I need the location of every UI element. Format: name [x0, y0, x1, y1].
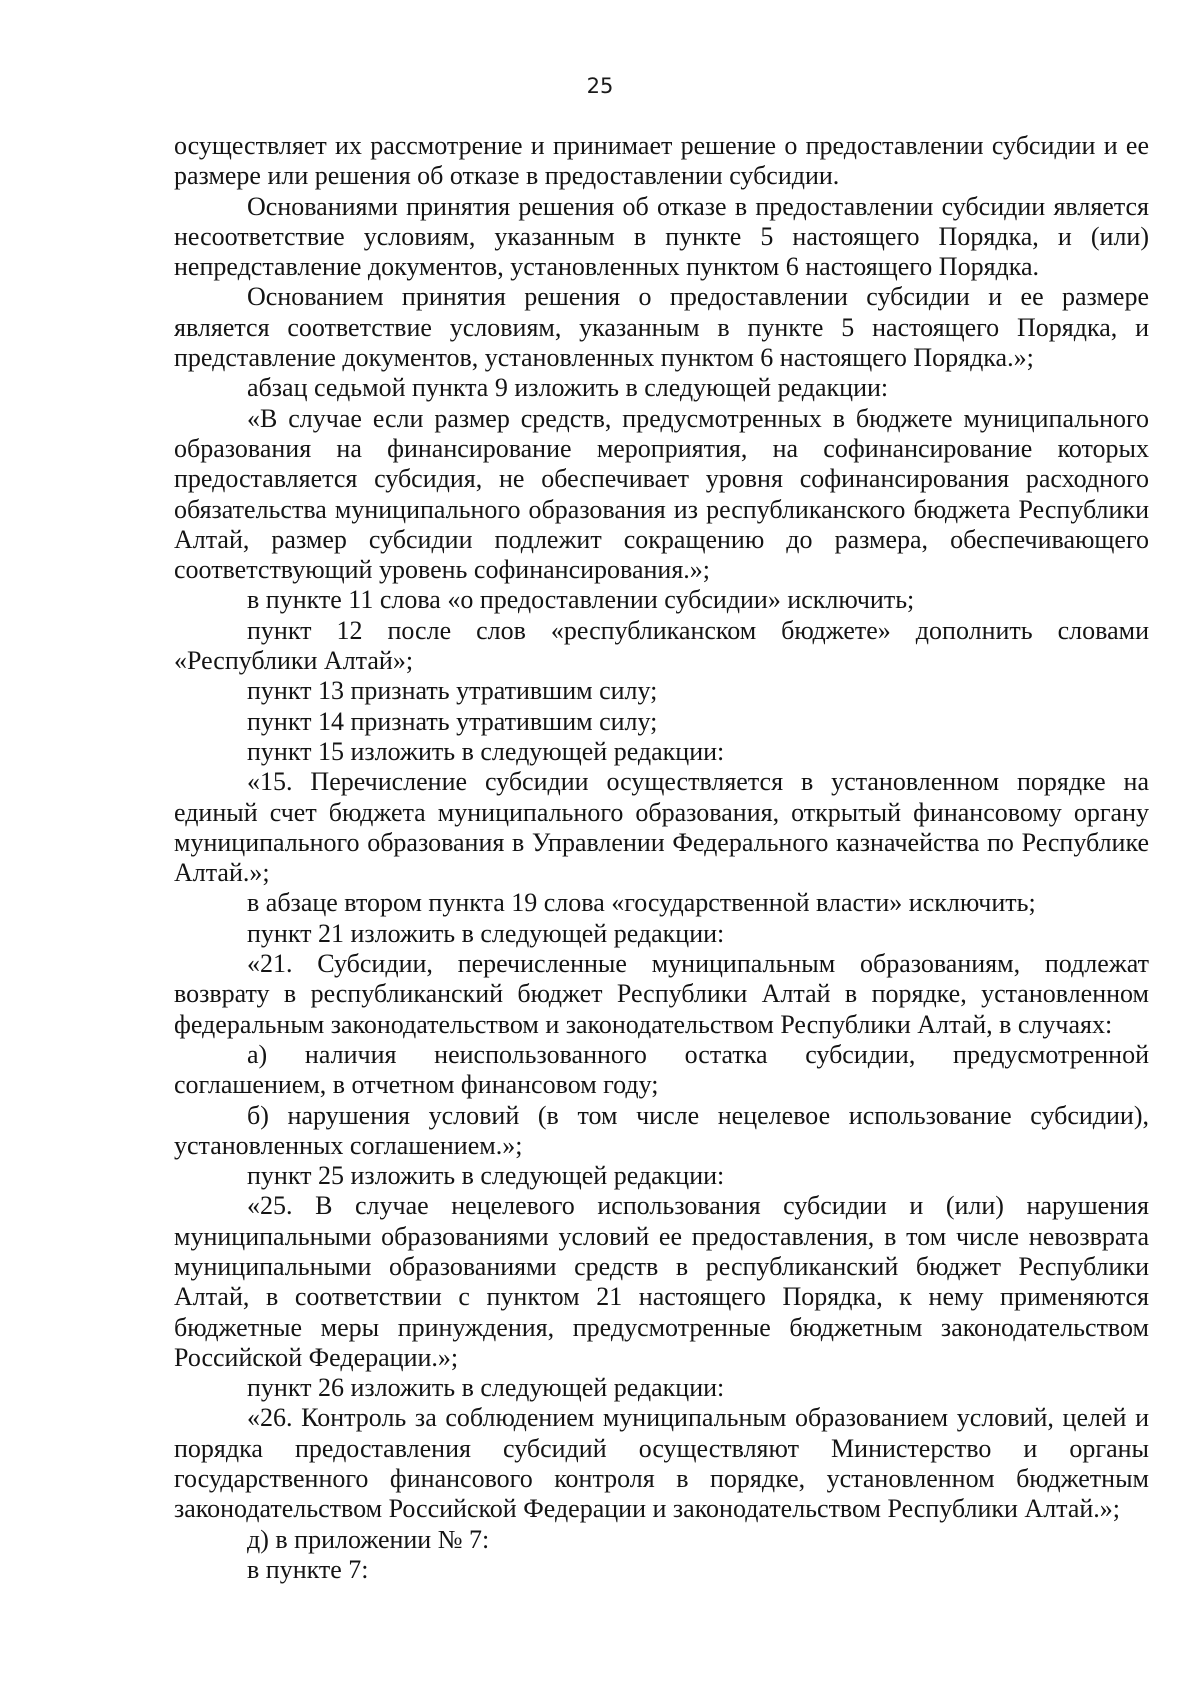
paragraph-grant-grounds: Основанием принятия решения о предоставлении субсидии и ее размере является соответствие условиям, указанным в пункте 5 настоящего Порядка, и представление документов, установленных пунктом 6 настоящего Порядка.»;	[174, 282, 1149, 373]
paragraph-point-21-text: «21. Субсидии, перечисленные муниципальным образованиям, подлежат возврату в республиканский бюджет Республики Алтай в порядке, установленном федеральным законодательством и законодательством Республики Алтай, в случаях:	[174, 949, 1149, 1039]
paragraph-point-25-text: «25. В случае нецелевого использования субсидии и (или) нарушения муниципальными образованиями условий ее предоставления, в том числе невозврата муниципальными образованиями средств в республиканский бюджет Республики Алтай, в соответствии с пунктом 21 настоящего Порядка, к нему применяются бюджетные меры принуждения, предусмотренные бюджетным законодательством Российской Федерации.»;	[174, 1191, 1149, 1372]
paragraph-amend-point-25: пункт 25 изложить в следующей редакции:	[247, 1161, 725, 1191]
paragraph-point-21-b: б) нарушения условий (в том числе нецелевое использование субсидии), установленных соглашением.»;	[174, 1100, 1149, 1160]
paragraph-continuation: осуществляет их рассмотрение и принимает решение о предоставлении субсидии и ее размере или решения об отказе в предоставлении субсидии.	[174, 131, 1149, 191]
paragraph-in-point-7: в пункте 7:	[247, 1554, 369, 1584]
paragraph-point-14-void: пункт 14 признать утратившим силу;	[247, 706, 658, 736]
paragraph-point-21-a: а) наличия неиспользованного остатка субсидии, предусмотренной соглашением, в отчетном финансовом году;	[174, 1039, 1149, 1100]
paragraph-amend-point-21: пункт 21 изложить в следующей редакции:	[247, 918, 725, 948]
paragraph-amend-point-19: в абзаце втором пункта 19 слова «государственной власти» исключить;	[247, 888, 1036, 918]
paragraph-point-13-void: пункт 13 признать утратившим силу;	[247, 676, 658, 706]
paragraph-amend-point-12: пункт 12 после слов «республиканском бюджете» дополнить словами «Республики Алтай»;	[174, 615, 1149, 676]
paragraph-amend-point-11: в пункте 11 слова «о предоставлении субсидии» исключить;	[247, 585, 915, 615]
paragraph-amend-point-9: абзац седьмой пункта 9 изложить в следующей редакции:	[247, 373, 889, 403]
paragraph-point-9-text: «В случае если размер средств, предусмотренных в бюджете муниципального образования на финансирование мероприятия, на софинансирование которых предоставляется субсидия, не обеспечивает уровня софинансирования расходного обязательства муниципального образования из республиканского бюджета Республики Алтай, размер субсидии подлежит сокращению до размера, обеспечивающего соответствующий уровень софинансирования.»;	[174, 403, 1149, 585]
paragraph-point-26-text: «26. Контроль за соблюдением муниципальным образованием условий, целей и порядка предоставления субсидий осуществляют Министерство и органы государственного финансового контроля в порядке, установленном бюджетным законодательством Российской Федерации и законодательством Республики Алтай.»;	[174, 1403, 1149, 1524]
paragraph-refusal-grounds: Основаниями принятия решения об отказе в предоставлении субсидии является несоответствие условиям, указанным в пункте 5 настоящего Порядка, и (или) непредставление документов, установленных пунктом 6 настоящего Порядка.	[174, 191, 1149, 282]
page-number: 25	[586, 74, 614, 98]
paragraph-amend-point-26: пункт 26 изложить в следующей редакции:	[247, 1373, 725, 1403]
document-body	[174, 131, 1149, 1585]
paragraph-point-15-text: «15. Перечисление субсидии осуществляется в установленном порядке на единый счет бюджета муниципального образования, открытый финансовому органу муниципального образования в Управлении Федерального казначейства по Республике Алтай.»;	[174, 767, 1149, 888]
paragraph-appendix-7: д) в приложении № 7:	[247, 1524, 490, 1554]
paragraph-amend-point-15: пункт 15 изложить в следующей редакции:	[247, 736, 725, 766]
